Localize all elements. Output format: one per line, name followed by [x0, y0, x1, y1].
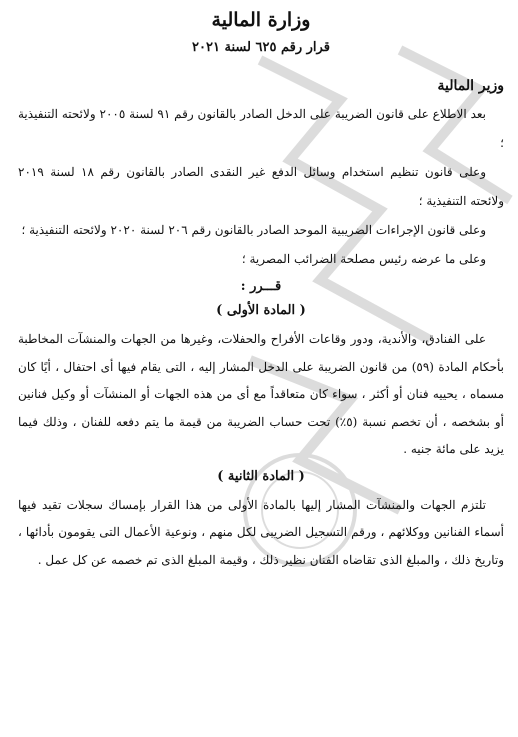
decree-word: قـــرر : — [240, 279, 282, 294]
article-heading: ( المادة الأولى ) — [216, 303, 306, 318]
ministry-title: وزارة المالية — [211, 9, 311, 31]
preamble-clause: وعلى ما عرضه رئيس مصلحة الضرائب المصرية ؛ — [241, 252, 486, 266]
preamble-clause: وعلى قانون تنظيم استخدام وسائل الدفع غير النقدى الصادر بالقانون رقم ١٨ لسنة ٢٠١٩ ولائحته التنفيذية ؛ — [18, 165, 504, 208]
article-1 — [18, 300, 504, 464]
decree-number: قرار رقم ٦٢٥ لسنة ٢٠٢١ — [192, 40, 330, 55]
minister-heading: وزير المالية — [437, 78, 504, 94]
preamble-clause: بعد الاطلاع على قانون الضريبة على الدخل الصادر بالقانون رقم ٩١ لسنة ٢٠٠٥ ولائحته التنفيذية ؛ — [18, 107, 504, 150]
article-text: على الفنادق، والأندية، ودور وقاعات الأفراح والحفلات، وغيرها من الجهات والمنشآت المخاطبة بأحكام المادة (٥٩) من قانون الضريبة على الدخل المشار إليه ، التى يقام فيها أى احتفال ، أيًا كان مسماه ، يحييه فنان أو أكثر ، سواء كان متعاقداً مع أى من هذه الجهات أو المنشآت أو وكيل فنانين أو بشخصه ، أن تخصم نسبة (٥٪) تحت حساب الضريبة من قيمة ما يتم دفعه للفنان ، وذلك فيما يزيد على مائة جنيه . — [18, 332, 505, 456]
preamble-clause: وعلى قانون الإجراءات الضريبية الموحد الصادر بالقانون رقم ٢٠٦ لسنة ٢٠٢٠ ولائحته التنفيذية ؛ — [21, 223, 486, 237]
document-page — [18, 6, 504, 574]
article-heading: ( المادة الثانية ) — [217, 468, 305, 484]
article-text: تلتزم الجهات والمنشآت المشار إليها بالمادة الأولى من هذا القرار بإمساك سجلات تقيد فيها أسماء الفنانين ووكلائهم ، ورقم التسجيل الضريبى لكل منهم ، ونوعية الأعمال التى يقومون بأدائها ، وتاريخ ذلك ، والمبلغ الذى تقاضاه الفنان نظير ذلك ، وقيمة المبلغ الذى تم خصمه عن كل عمل . — [18, 497, 504, 567]
preamble — [18, 100, 504, 274]
article-2 — [18, 466, 504, 575]
